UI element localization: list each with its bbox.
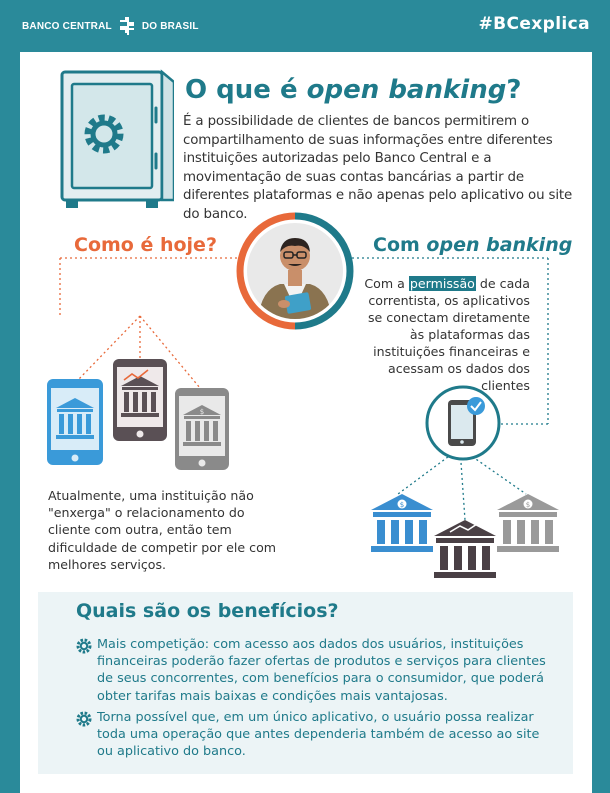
gear-icon <box>76 711 92 727</box>
today-heading: Como é hoje? <box>74 234 217 256</box>
benefit-item-1: Mais competição: com acesso aos dados dos usuários, instituições financeiras poderão fazer ofertas de produtos e serviços para clientes de seus concorrentes, com benefícios para o consumidor, que poderá obter tarifas mais baixas e condições mais vantajosas. <box>97 637 546 704</box>
open-desc-after: de cada correntista, os aplicativos se conectam diretamente às plataformas das instituições financeiras e acessam os dados dos clientes <box>367 276 530 393</box>
dark-bank-building-icon <box>432 518 498 580</box>
dark-smartphone-icon <box>112 358 168 442</box>
brand-name-left: BANCO CENTRAL <box>22 20 112 32</box>
check-icon <box>467 397 485 415</box>
title-suffix: ? <box>506 75 522 105</box>
brand-name-right: DO BRASIL <box>141 20 199 32</box>
today-description: Atualmente, uma instituição não "enxerga" o relacionamento do cliente com outra, então tem dificuldade de competir por ele com melhores serviços. <box>48 488 277 572</box>
benefits-heading: Quais são os benefícios? <box>76 600 339 622</box>
blue-bank-building-icon <box>369 492 435 554</box>
title-prefix: O que é <box>185 75 307 105</box>
open-desc-before: Com a <box>364 276 409 291</box>
open-heading-italic: open banking <box>426 234 573 256</box>
open-banking-description <box>352 275 530 394</box>
blue-smartphone-icon <box>46 378 104 466</box>
title-italic: open banking <box>306 75 507 105</box>
benefit-item-2: Torna possível que, em um único aplicativo, o usuário possa realizar toda uma operação que antes dependeria também de acesso ao site ou aplicativo do banco. <box>97 710 540 760</box>
smartphone-icon <box>424 384 502 462</box>
intro-paragraph: É a possibilidade de clientes de bancos permitirem o compartilhamento de suas informações entre diferentes instituições autorizadas pelo Banco Central e a movimentação de suas contas bancárias a partir de diferentes plataformas e não apenas pelo aplicativo ou site do banco. <box>183 114 573 222</box>
person-with-tablet-icon <box>236 212 354 330</box>
hashtag: #BCexplica <box>478 14 590 34</box>
svg-text:$: $ <box>525 501 531 509</box>
open-heading-prefix: Com <box>373 234 427 256</box>
svg-text:$: $ <box>199 408 205 416</box>
gray-bank-building-icon <box>495 492 561 554</box>
svg-text:$: $ <box>399 501 405 509</box>
gray-smartphone-icon <box>174 387 230 471</box>
permission-highlight: permissão <box>409 276 475 291</box>
gear-icon <box>76 638 92 654</box>
